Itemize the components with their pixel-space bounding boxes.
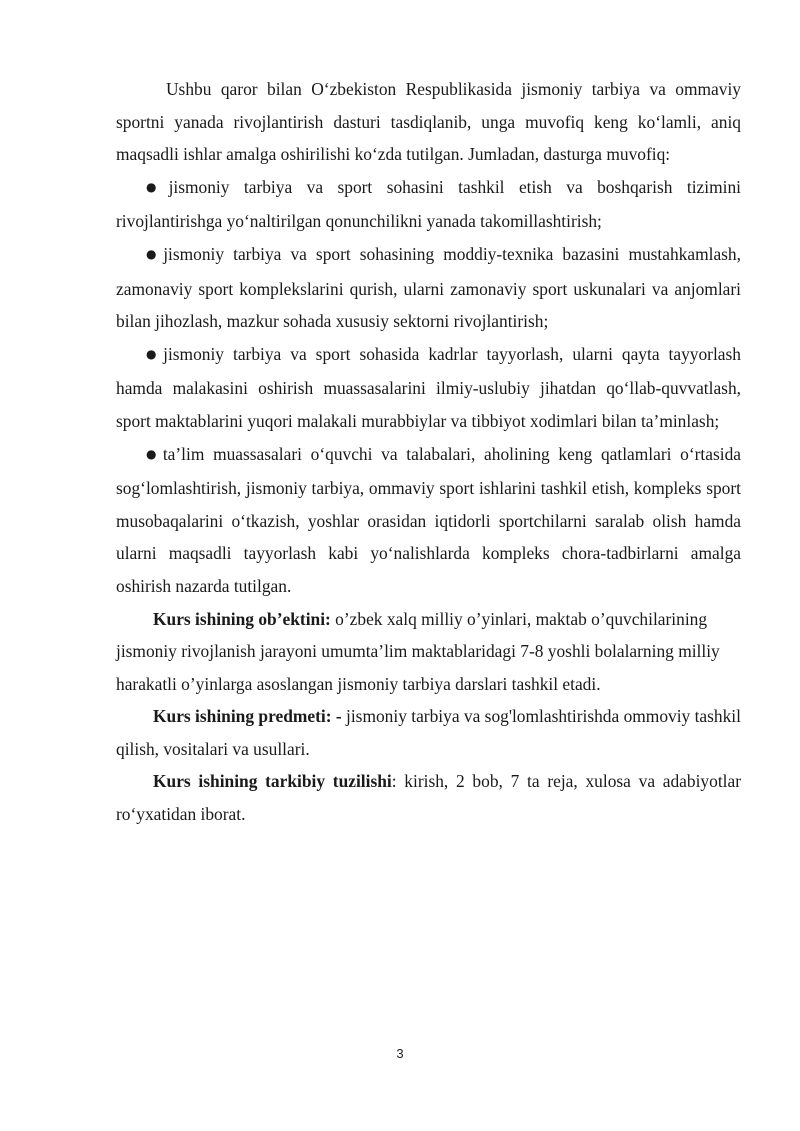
bullet-text: jismoniy tarbiya va sport sohasida kadrlar tayyorlash, ularni qayta tayyorlash hamda malakasini oshirish muassasalarini ilmiy-uslubiy jihatdan qo‘llab-quvvatlash, sport maktablarini yuqori malakali murabbiylar va tibbiyot xodimlari bilan ta’minlash; <box>116 343 741 431</box>
bullet-icon: ● <box>146 246 162 261</box>
bullet-icon: ● <box>146 446 161 461</box>
bullet-item <box>116 338 741 438</box>
bullet-icon: ● <box>146 346 162 361</box>
body-text <box>116 73 741 831</box>
object-label: Kurs ishining ob’ektini: <box>153 608 331 629</box>
page-number: 3 <box>396 1046 404 1061</box>
bullet-text: jismoniy tarbiya va sport sohasining moddiy-texnika bazasini mustahkamlash, zamonaviy sport komplekslarini qurish, ularni zamonaviy sport uskunalari va anjomlari bilan jihozlash, mazkur sohada xususiy sektorni rivojlantirish; <box>116 243 741 332</box>
intro-paragraph: Ushbu qaror bilan O‘zbekiston Respublikasida jismoniy tarbiya va ommaviy sportni yanada rivojlantirish dasturi tasdiqlanib, unga muvofiq keng ko‘lamli, aniq maqsadli ishlar amalga oshirilishi ko‘zda tutilgan. Jumladan, dasturga muvofiq: <box>116 79 741 165</box>
bullet-item <box>116 238 741 338</box>
bullet-icon: ● <box>146 179 167 194</box>
object-text: o’zbek xalq milliy o’yinlari, maktab o’quvchilarining jismoniy rivojlanish jarayoni umumta’lim maktablaridagi 7-8 yoshli bolalarning milliy harakatli o’yinlarga asoslangan jismoniy tarbiya darslari tashkil etadi. <box>116 608 720 694</box>
bullet-item <box>116 438 741 603</box>
object-paragraph <box>116 603 741 701</box>
structure-label: Kurs ishining tarkibiy tuzilishi <box>153 771 392 792</box>
bullet-text: jismoniy tarbiya va sport sohasini tashkil etish va boshqarish tizimini rivojlantirishga yo‘naltirilgan qonunchilikni yanada takomillashtirish; <box>116 176 741 232</box>
subject-text: jismoniy tarbiya va sog'lomlashtirishda ommoviy tashkil qilish, vositalari va usullari. <box>116 706 741 759</box>
subject-label: Kurs ishining predmeti: - <box>153 706 342 727</box>
structure-text: : kirish, 2 bob, 7 ta reja, xulosa va adabiyotlar ro‘yxatidan iborat. <box>116 771 741 825</box>
bullet-text: ta’lim muassasalari o‘quvchi va talabalari, aholining keng qatlamlari o‘rtasida sog‘lomlashtirish, jismoniy tarbiya, ommaviy sport ishlarini tashkil etish, kompleks sport musobaqalarini o‘tkazish, yoshlar orasidan iqtidorli sportchilarni saralab olish hamda ularni maqsadli tayyorlash kabi yo‘nalishlarda kompleks chora-tadbirlarni amalga oshirish nazarda tutilgan. <box>116 443 741 596</box>
bullet-item <box>116 171 741 238</box>
structure-paragraph <box>116 765 741 830</box>
subject-paragraph <box>116 700 741 765</box>
